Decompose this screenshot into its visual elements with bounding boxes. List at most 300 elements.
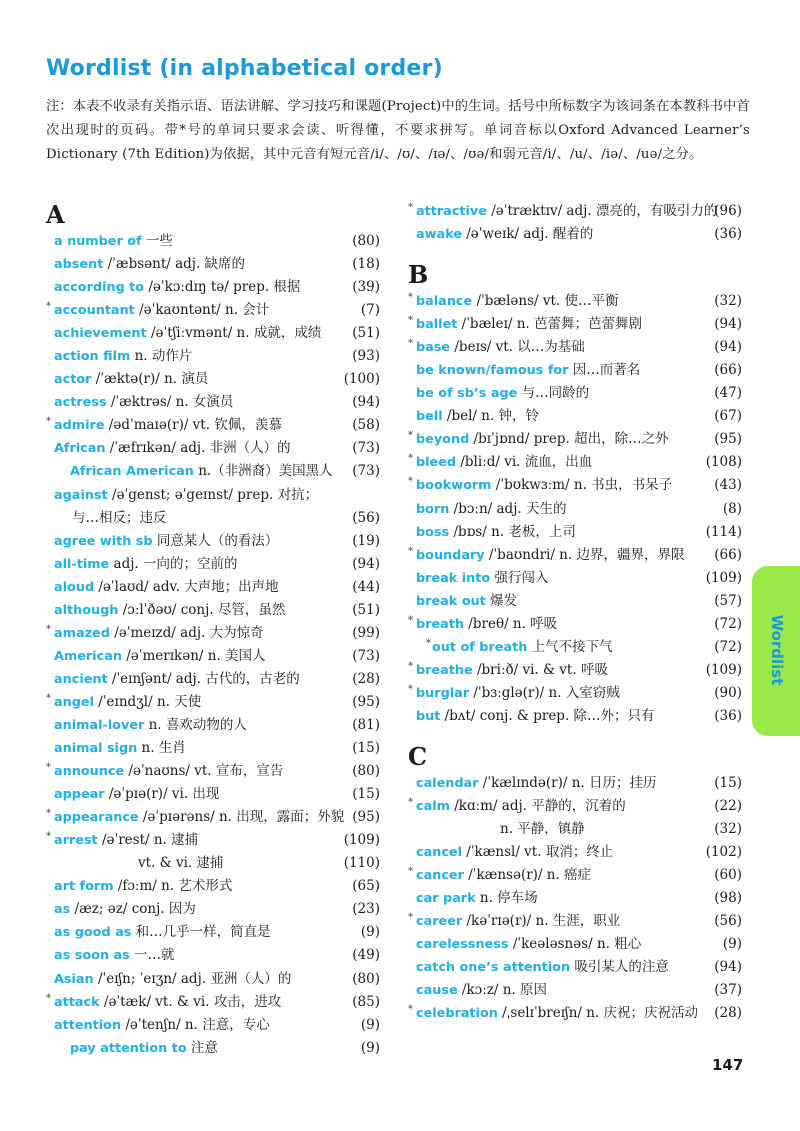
page-ref: (80) bbox=[352, 970, 380, 987]
page-ref: (37) bbox=[714, 982, 742, 999]
page-ref: (108) bbox=[705, 454, 742, 471]
list-item bbox=[46, 345, 380, 368]
section-letter-b: B bbox=[408, 260, 429, 290]
definition: /ˈeɪʃn; ˈeɪʒn/ adj. 亚洲（人）的 bbox=[93, 970, 292, 987]
list-item bbox=[408, 474, 742, 497]
headword: African bbox=[54, 441, 106, 457]
page-ref: (65) bbox=[352, 878, 380, 895]
list-item bbox=[46, 391, 380, 414]
headword: as bbox=[54, 902, 71, 918]
definition: /bliːd/ vi. 流血，出血 bbox=[456, 454, 593, 471]
page-ref: (81) bbox=[352, 716, 380, 733]
entry-text bbox=[416, 474, 672, 497]
entry-text bbox=[54, 299, 269, 322]
list-item bbox=[46, 714, 380, 737]
list-item bbox=[46, 299, 380, 322]
entry-text bbox=[54, 829, 198, 852]
definition: /əˈnaʊns/ vt. 宣布，宣告 bbox=[124, 763, 284, 780]
headword: aloud bbox=[54, 579, 95, 595]
headword: car park bbox=[416, 891, 476, 907]
page-ref: (94) bbox=[714, 316, 742, 333]
page-ref: (56) bbox=[352, 509, 380, 526]
page-ref: (94) bbox=[352, 394, 380, 411]
entry-text bbox=[54, 991, 281, 1014]
entry-text bbox=[54, 714, 247, 737]
star-mark: * bbox=[408, 683, 413, 695]
definition: /bel/ n. 钟，铃 bbox=[442, 408, 540, 425]
list-item bbox=[408, 200, 742, 223]
page-ref: (95) bbox=[352, 809, 380, 826]
entry-text bbox=[416, 979, 547, 1002]
definition: /ˈkænsə(r)/ n. 癌症 bbox=[463, 867, 592, 884]
headword: ballet bbox=[416, 317, 458, 333]
headword: out of breath bbox=[432, 639, 528, 655]
list-item bbox=[46, 921, 380, 944]
definition: /əˈtenʃn/ n. 注意，专心 bbox=[121, 1016, 270, 1033]
entry-text bbox=[54, 530, 278, 553]
headword: ancient bbox=[54, 671, 108, 687]
list-item bbox=[46, 368, 380, 391]
list-item bbox=[408, 659, 742, 682]
definition: /ˈæfrɪkən/ adj. 非洲（人）的 bbox=[105, 440, 291, 457]
entry-text bbox=[54, 391, 233, 414]
section-letter-a: A bbox=[46, 200, 65, 229]
page-ref: (80) bbox=[352, 763, 380, 780]
entry-text bbox=[54, 253, 245, 276]
star-mark: * bbox=[46, 762, 51, 774]
list-item bbox=[46, 1014, 380, 1037]
page-ref: (44) bbox=[352, 578, 380, 595]
star-mark: * bbox=[408, 866, 413, 878]
headword: cancel bbox=[416, 845, 462, 861]
definition: 吸引某人的注意 bbox=[570, 959, 669, 976]
page-ref: (100) bbox=[343, 371, 380, 388]
list-item bbox=[408, 567, 742, 590]
list-item bbox=[46, 991, 380, 1014]
page-ref: (9) bbox=[722, 936, 742, 953]
star-mark: * bbox=[408, 338, 413, 350]
page-ref: (102) bbox=[705, 844, 742, 861]
list-item bbox=[408, 498, 742, 521]
definition: 与…同龄的 bbox=[517, 385, 590, 402]
entry-text bbox=[416, 428, 669, 451]
list-item bbox=[408, 613, 742, 636]
entry-text bbox=[54, 599, 285, 622]
page-ref: (99) bbox=[352, 624, 380, 641]
entry-text bbox=[416, 682, 620, 705]
definition: 注意 bbox=[186, 1039, 218, 1056]
headword: burglar bbox=[416, 685, 470, 701]
list-item bbox=[408, 336, 742, 359]
headword: be known/famous for bbox=[416, 363, 569, 379]
definition: adj. 一向的；空前的 bbox=[109, 555, 238, 572]
headword: calm bbox=[416, 799, 450, 815]
definition: /kəˈrɪə(r)/ n. 生涯，职业 bbox=[462, 913, 621, 930]
page-ref: (96) bbox=[714, 203, 742, 219]
entry-text bbox=[138, 852, 223, 875]
star-mark: * bbox=[408, 614, 413, 626]
list-item bbox=[408, 956, 742, 979]
definition: /breθ/ n. 呼吸 bbox=[464, 615, 558, 632]
list-item bbox=[46, 737, 380, 760]
page-ref: (73) bbox=[352, 440, 380, 457]
page-ref: (60) bbox=[714, 867, 742, 884]
definition: /əˈgenst; əˈgeɪnst/ prep. 对抗； bbox=[107, 486, 319, 503]
list-item bbox=[408, 290, 742, 313]
page-ref: (9) bbox=[360, 924, 380, 941]
headword: as soon as bbox=[54, 948, 130, 964]
page-number: 147 bbox=[712, 1056, 744, 1074]
list-item bbox=[46, 276, 380, 299]
definition: n. 喜欢动物的人 bbox=[144, 716, 247, 733]
list-item bbox=[408, 910, 742, 933]
headword: boss bbox=[416, 524, 450, 540]
headword: bleed bbox=[416, 455, 457, 471]
entry-text bbox=[54, 760, 283, 783]
list-item bbox=[46, 437, 380, 460]
list-item bbox=[46, 553, 380, 576]
list-item bbox=[408, 979, 742, 1002]
definition: 一些 bbox=[141, 233, 173, 249]
definition: /ˌselɪˈbreɪʃn/ n. 庆祝；庆祝活动 bbox=[497, 1005, 699, 1022]
list-item bbox=[408, 313, 742, 336]
star-mark: * bbox=[408, 912, 413, 924]
headword: base bbox=[416, 340, 451, 356]
headword: break into bbox=[416, 570, 491, 586]
entry-text bbox=[416, 933, 641, 956]
definition: /əˈkaʊntənt/ n. 会计 bbox=[134, 302, 270, 319]
page-ref: (73) bbox=[352, 647, 380, 664]
list-item bbox=[408, 359, 742, 382]
page-ref: (36) bbox=[714, 707, 742, 724]
definition: /əˈlaʊd/ adv. 大声地；出声地 bbox=[94, 578, 279, 595]
list-item bbox=[408, 864, 742, 887]
definition: n. 停车场 bbox=[475, 890, 538, 907]
entry-text bbox=[54, 437, 291, 460]
entry-text bbox=[416, 795, 626, 818]
headword: catch one’s attention bbox=[416, 960, 571, 976]
entry-text bbox=[416, 772, 657, 795]
entry-text bbox=[54, 230, 173, 253]
headword: although bbox=[54, 602, 119, 618]
definition: /əˈmeɪzd/ adj. 大为惊奇 bbox=[109, 624, 264, 641]
page-ref: (8) bbox=[722, 500, 742, 517]
headword: accountant bbox=[54, 303, 135, 319]
list-item bbox=[46, 806, 380, 829]
list-item bbox=[46, 230, 380, 253]
headword: announce bbox=[54, 764, 125, 780]
entry-text bbox=[416, 336, 585, 359]
headword: a number of bbox=[54, 234, 142, 249]
list-item bbox=[408, 682, 742, 705]
entry-text bbox=[72, 507, 167, 530]
headword: animal sign bbox=[54, 741, 138, 757]
definition: /ˈkeələsnəs/ n. 粗心 bbox=[508, 936, 642, 953]
page-ref: (47) bbox=[714, 385, 742, 402]
page-ref: (19) bbox=[352, 532, 380, 549]
headword: angel bbox=[54, 694, 94, 710]
headword: according to bbox=[54, 280, 145, 296]
page-ref: (57) bbox=[714, 592, 742, 609]
page-ref: (18) bbox=[352, 256, 380, 273]
entry-text bbox=[416, 359, 640, 382]
page-ref: (90) bbox=[714, 684, 742, 701]
headword: breathe bbox=[416, 662, 473, 678]
entry-text bbox=[416, 841, 613, 864]
list-item bbox=[408, 521, 742, 544]
list-item bbox=[408, 705, 742, 728]
star-mark: * bbox=[46, 831, 51, 843]
page-ref: (36) bbox=[714, 226, 742, 243]
definition: /ɔːlˈðəʊ/ conj. 尽管，虽然 bbox=[118, 601, 286, 618]
headword: beyond bbox=[416, 432, 470, 448]
page-ref: (22) bbox=[714, 798, 742, 815]
list-item bbox=[408, 1002, 742, 1025]
headword: animal-lover bbox=[54, 717, 145, 733]
page-ref: (39) bbox=[352, 279, 380, 296]
entry-text bbox=[54, 1014, 270, 1037]
entry-text bbox=[416, 498, 566, 521]
headword: career bbox=[416, 914, 463, 930]
definition: /əˈpɪə(r)/ vi. 出现 bbox=[104, 786, 220, 803]
page-ref: (28) bbox=[352, 670, 380, 687]
entry-text bbox=[416, 659, 608, 682]
star-mark: * bbox=[408, 1004, 413, 1016]
star-mark: * bbox=[408, 545, 413, 557]
page-ref: (58) bbox=[352, 417, 380, 434]
definition: /ˈbæleɪ/ n. 芭蕾舞；芭蕾舞剧 bbox=[457, 316, 642, 333]
entry-text bbox=[416, 313, 642, 336]
headword: achievement bbox=[54, 326, 147, 342]
list-item bbox=[408, 223, 742, 246]
entry-list-a bbox=[46, 230, 380, 1060]
page-ref: (56) bbox=[714, 913, 742, 930]
entry-text bbox=[54, 921, 271, 944]
list-item bbox=[46, 852, 380, 875]
list-item bbox=[408, 382, 742, 405]
headword: Asian bbox=[54, 971, 94, 987]
list-item bbox=[408, 590, 742, 613]
list-item bbox=[408, 544, 742, 567]
entry-list-b bbox=[408, 290, 742, 728]
page-ref: (93) bbox=[352, 348, 380, 365]
list-item bbox=[46, 599, 380, 622]
definition: /bɒs/ n. 老板，上司 bbox=[449, 523, 576, 540]
list-item bbox=[46, 460, 380, 483]
headword: admire bbox=[54, 418, 105, 434]
definition: /əˈtæk/ vt. & vi. 攻击，进攻 bbox=[99, 993, 282, 1010]
page-ref: (109) bbox=[343, 832, 380, 849]
entry-text bbox=[54, 484, 318, 507]
page-ref: (85) bbox=[352, 993, 380, 1010]
list-item bbox=[46, 645, 380, 668]
headword: art form bbox=[54, 879, 114, 895]
entry-text bbox=[432, 636, 613, 659]
headword: calendar bbox=[416, 775, 479, 791]
entry-list-a-continued bbox=[408, 200, 742, 246]
page-ref: (66) bbox=[714, 546, 742, 563]
page-ref: (67) bbox=[714, 408, 742, 425]
entry-text bbox=[54, 968, 291, 991]
definition: n. 动作片 bbox=[130, 348, 193, 365]
page-ref: (32) bbox=[714, 293, 742, 310]
entry-text bbox=[54, 783, 219, 806]
star-mark: * bbox=[46, 808, 51, 820]
list-item bbox=[46, 484, 380, 507]
headword: but bbox=[416, 708, 441, 724]
headword: actor bbox=[54, 372, 92, 388]
page-ref: (109) bbox=[705, 661, 742, 678]
definition: /əˈmerɪkən/ n. 美国人 bbox=[121, 647, 266, 664]
page-ref: (28) bbox=[714, 1005, 742, 1022]
entry-text bbox=[54, 276, 300, 299]
list-item bbox=[408, 451, 742, 474]
list-item bbox=[46, 253, 380, 276]
definition: /æz; əz/ conj. 因为 bbox=[70, 901, 196, 918]
entry-text bbox=[416, 887, 538, 910]
entry-text bbox=[416, 705, 655, 728]
headword: awake bbox=[416, 227, 462, 243]
definition: /ˈæktrəs/ n. 女演员 bbox=[106, 394, 234, 411]
page-ref: (7) bbox=[360, 302, 380, 319]
entry-text bbox=[54, 875, 232, 898]
definition: /əˈrest/ n. 逮捕 bbox=[97, 832, 199, 849]
page-ref: (23) bbox=[352, 901, 380, 918]
page-ref: (43) bbox=[714, 477, 742, 494]
right-column bbox=[408, 200, 742, 1026]
page-ref: (110) bbox=[343, 855, 380, 872]
list-item bbox=[408, 428, 742, 451]
star-mark: * bbox=[46, 416, 51, 428]
entry-list-c bbox=[408, 772, 742, 1026]
entry-text bbox=[416, 864, 591, 887]
entry-text bbox=[70, 460, 333, 483]
headword: amazed bbox=[54, 625, 110, 641]
definition: /kɔːz/ n. 原因 bbox=[457, 982, 547, 999]
headword: attractive bbox=[416, 204, 487, 219]
headword: cause bbox=[416, 983, 458, 999]
entry-text bbox=[416, 1002, 698, 1025]
list-item bbox=[46, 691, 380, 714]
entry-text bbox=[416, 382, 589, 405]
star-mark: * bbox=[408, 797, 413, 809]
page-ref: (95) bbox=[352, 693, 380, 710]
page-ref: (72) bbox=[714, 638, 742, 655]
star-mark: * bbox=[426, 637, 431, 649]
definition: /ˈbʊkwɜːm/ n. 书虫，书呆子 bbox=[491, 477, 673, 494]
entry-text bbox=[54, 737, 186, 760]
definition: /beɪs/ vt. 以…为基础 bbox=[450, 339, 585, 356]
entry-text bbox=[54, 576, 279, 599]
page-ref: (72) bbox=[714, 615, 742, 632]
section-letter-c: C bbox=[408, 741, 428, 771]
definition: 和…几乎一样，简直是 bbox=[131, 924, 271, 941]
page-ref: (15) bbox=[714, 774, 742, 791]
page-ref: (98) bbox=[714, 890, 742, 907]
list-item bbox=[46, 668, 380, 691]
entry-text bbox=[416, 200, 717, 223]
list-item bbox=[408, 933, 742, 956]
page-ref: (15) bbox=[352, 740, 380, 757]
definition: /ˈkænsl/ vt. 取消；终止 bbox=[461, 844, 614, 861]
list-item bbox=[46, 622, 380, 645]
entry-text bbox=[54, 668, 300, 691]
list-item bbox=[46, 944, 380, 967]
star-mark: * bbox=[408, 660, 413, 672]
headword: break out bbox=[416, 593, 486, 609]
definition: n. 平静，镇静 bbox=[500, 821, 585, 838]
star-mark: * bbox=[46, 692, 51, 704]
definition: /əˈtræktɪv/ adj. 漂亮的，有吸引力的 bbox=[486, 203, 718, 219]
entry-text bbox=[416, 613, 557, 636]
entry-text bbox=[54, 645, 266, 668]
definition: 强行闯入 bbox=[490, 569, 549, 586]
headword: born bbox=[416, 501, 450, 517]
headword: arrest bbox=[54, 833, 98, 849]
star-mark: * bbox=[408, 476, 413, 488]
headword: action film bbox=[54, 349, 131, 365]
list-item bbox=[408, 818, 742, 841]
definition: vt. & vi. 逮捕 bbox=[138, 855, 224, 872]
headword: breath bbox=[416, 616, 465, 632]
list-item bbox=[46, 414, 380, 437]
list-item bbox=[408, 841, 742, 864]
headword: against bbox=[54, 487, 108, 503]
definition: 爆发 bbox=[485, 592, 518, 609]
definition: /ˈbɜːglə(r)/ n. 入室窃贼 bbox=[469, 684, 620, 701]
star-mark: * bbox=[408, 315, 413, 327]
star-mark: * bbox=[408, 430, 413, 442]
definition: n.（非洲裔）美国黑人 bbox=[193, 463, 333, 480]
list-item bbox=[408, 887, 742, 910]
star-mark: * bbox=[46, 301, 51, 313]
list-item bbox=[46, 760, 380, 783]
star-mark: * bbox=[46, 992, 51, 1004]
list-item bbox=[408, 772, 742, 795]
headword: American bbox=[54, 648, 122, 664]
definition: /əˈtʃiːvmənt/ n. 成就，成绩 bbox=[146, 325, 322, 342]
headword: actress bbox=[54, 395, 107, 411]
entry-text bbox=[416, 910, 620, 933]
definition: 与…相反；违反 bbox=[72, 509, 167, 526]
page-ref: (73) bbox=[352, 463, 380, 480]
list-item bbox=[46, 829, 380, 852]
definition: /kɑːm/ adj. 平静的，沉着的 bbox=[449, 798, 626, 815]
definition: /ˈeɪnʃənt/ adj. 古代的，古老的 bbox=[107, 670, 300, 687]
list-item bbox=[46, 968, 380, 991]
list-item bbox=[46, 1037, 380, 1060]
entry-text bbox=[500, 818, 585, 841]
list-item bbox=[46, 783, 380, 806]
headword: celebration bbox=[416, 1006, 498, 1022]
list-item bbox=[46, 576, 380, 599]
headword: balance bbox=[416, 294, 473, 310]
definition: 上气不接下气 bbox=[527, 638, 613, 655]
definition: /fɔːm/ n. 艺术形式 bbox=[113, 878, 233, 895]
definition: /əˈpɪərəns/ n. 出现，露面；外貌 bbox=[138, 809, 345, 826]
definition: /bʌt/ conj. & prep. 除…外；只有 bbox=[440, 707, 655, 724]
definition: /əˈweɪk/ adj. 醒着的 bbox=[461, 226, 594, 243]
headword: attention bbox=[54, 1017, 122, 1033]
page-ref: (94) bbox=[714, 959, 742, 976]
entry-text bbox=[416, 451, 592, 474]
page-ref: (94) bbox=[352, 555, 380, 572]
page-ref: (80) bbox=[352, 233, 380, 249]
side-tab-label: Wordlist bbox=[768, 614, 786, 686]
page-ref: (95) bbox=[714, 431, 742, 448]
headword: appear bbox=[54, 787, 105, 803]
headword: cancer bbox=[416, 868, 464, 884]
